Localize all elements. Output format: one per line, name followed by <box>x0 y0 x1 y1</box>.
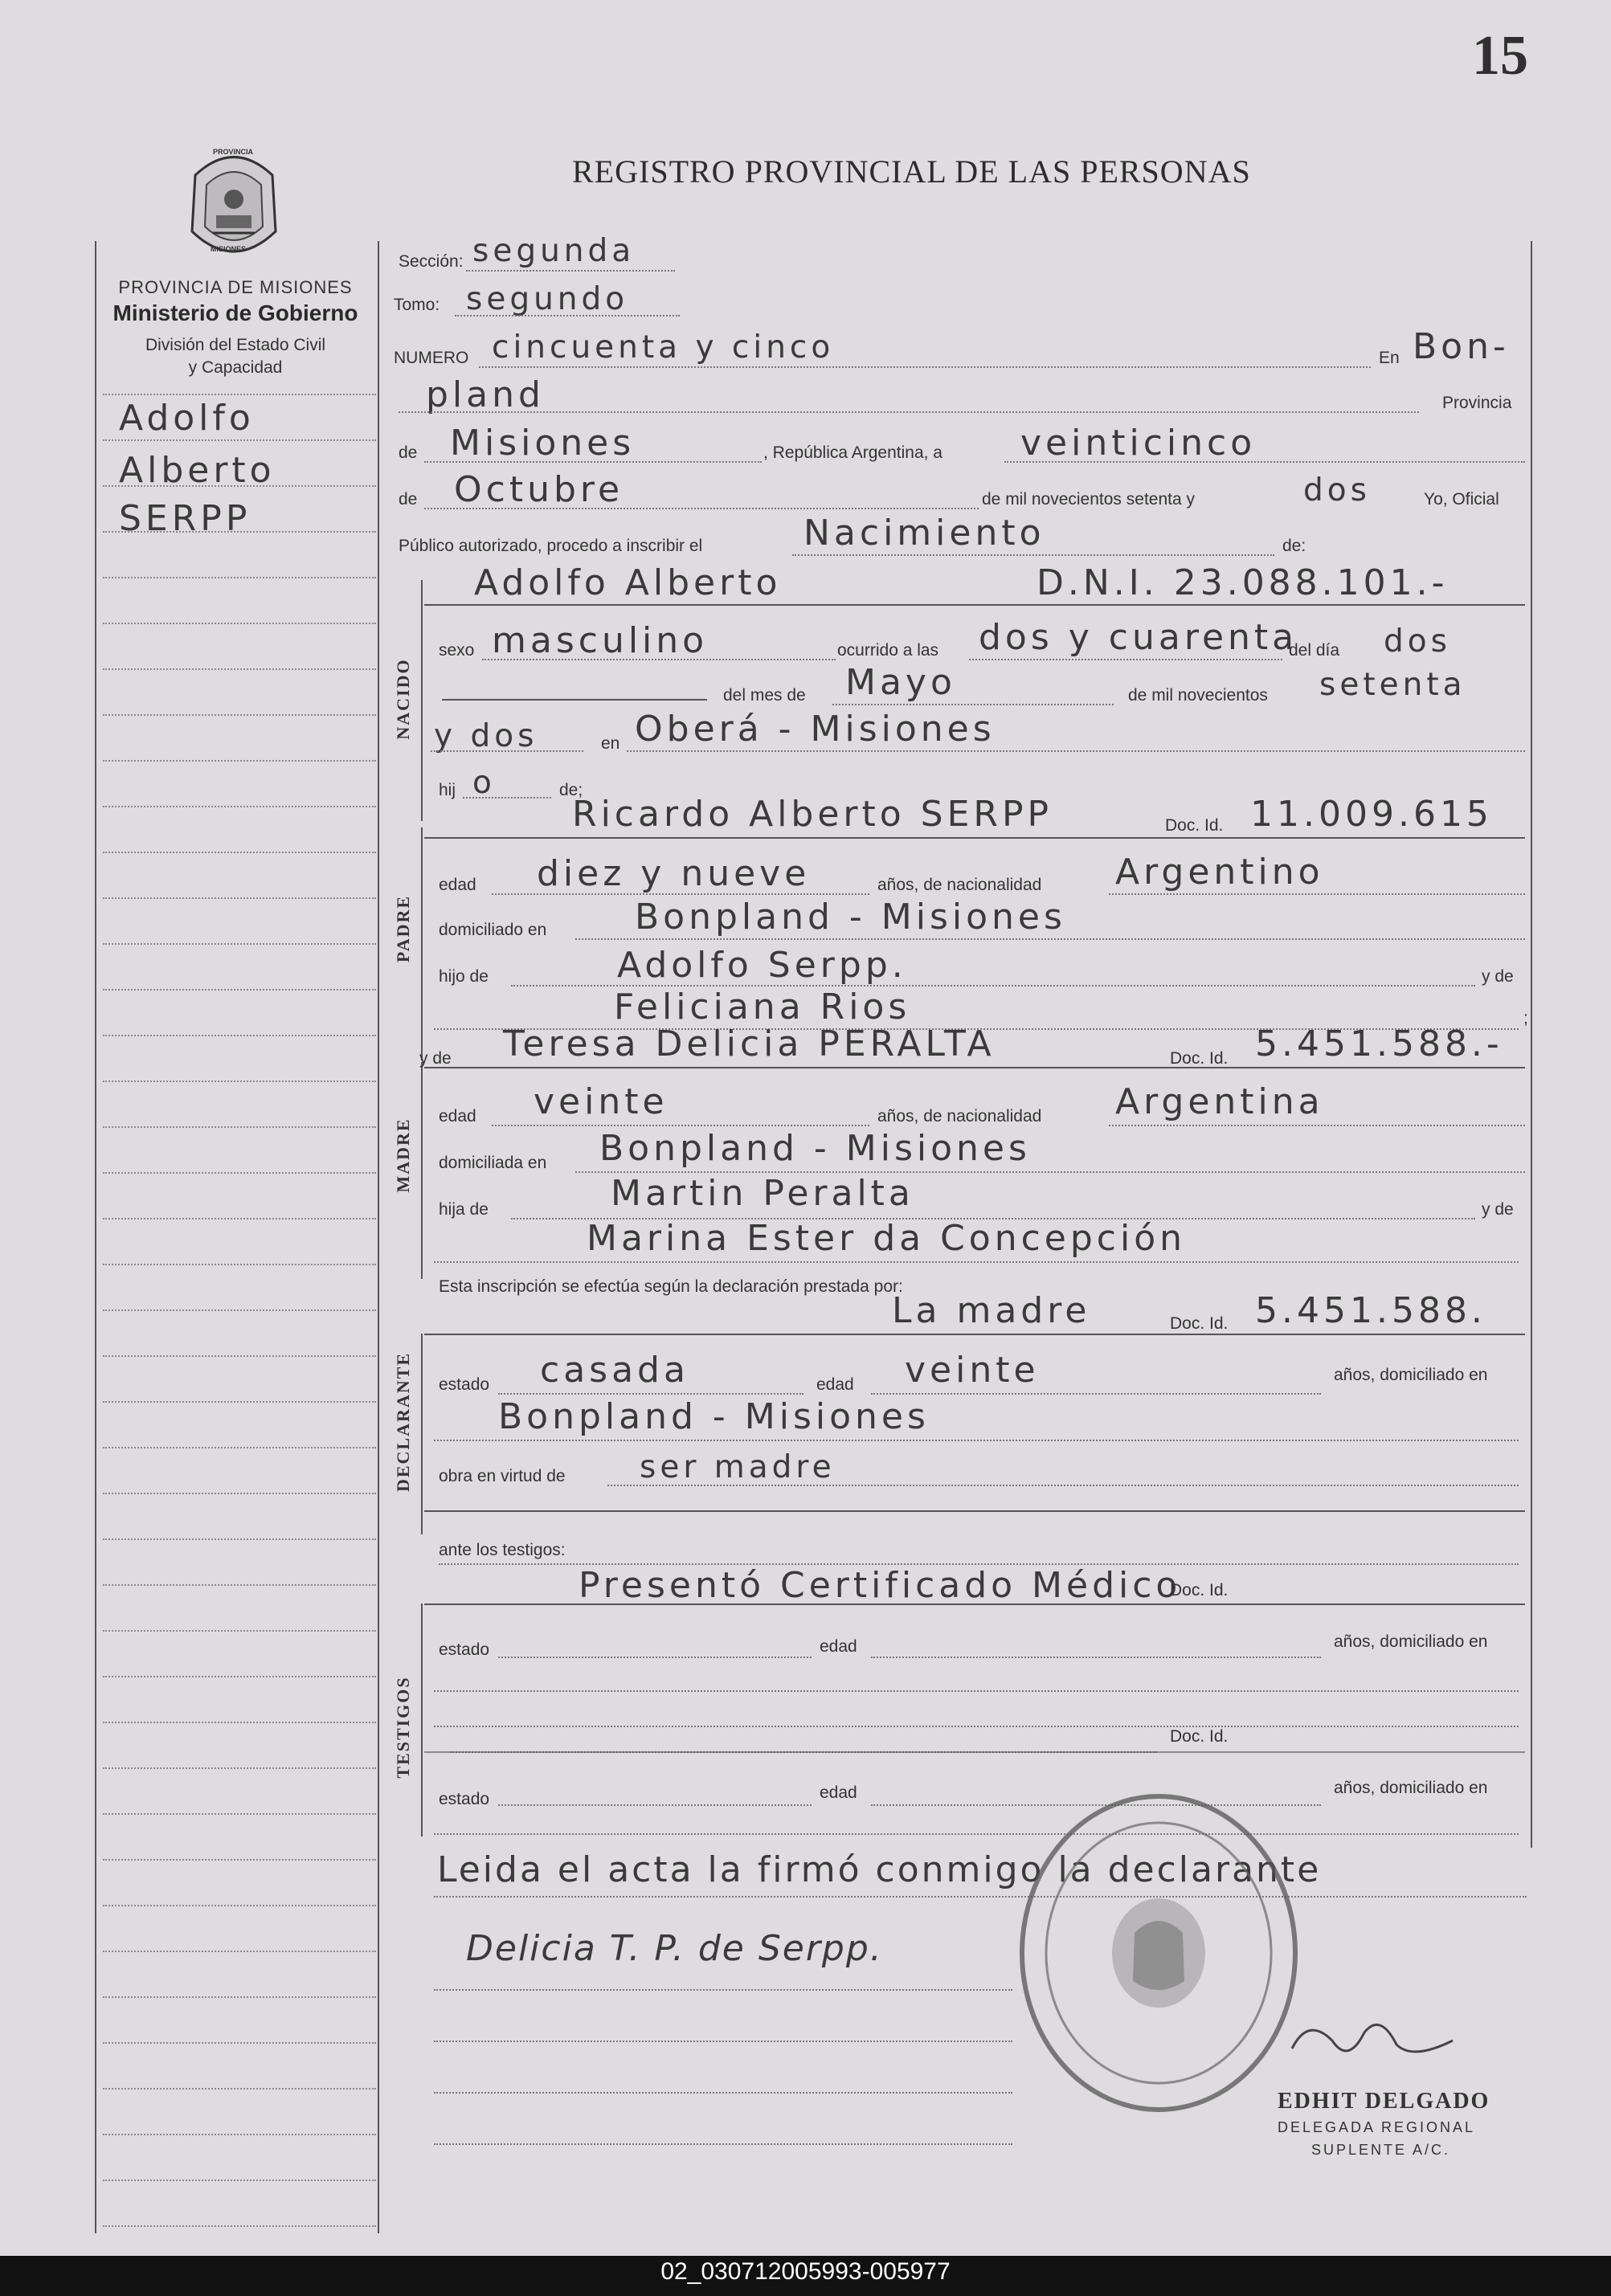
left-margin-line <box>103 668 376 670</box>
numero-label: NUMERO <box>394 349 469 367</box>
tomo-line <box>455 315 680 317</box>
provincia-value: Misiones <box>450 423 636 464</box>
declarante-edad-line <box>871 1393 1321 1395</box>
left-margin-line <box>103 989 376 991</box>
left-margin-line <box>103 2088 376 2090</box>
testigos-dom-line-2 <box>434 1833 1519 1835</box>
page-title: REGISTRO PROVINCIAL DE LAS PERSONAS <box>572 153 1251 190</box>
testigos-dom-line-1 <box>434 1690 1519 1692</box>
left-margin-line <box>103 943 376 945</box>
madre-dom-label: domiciliada en <box>439 1154 547 1172</box>
testigos-edad-label-2: edad <box>820 1783 857 1802</box>
declarante-doc-value: 5.451.588. <box>1255 1290 1486 1331</box>
ante-testigos-label: ante los testigos: <box>439 1541 566 1559</box>
padre-dom-label: domiciliado en <box>439 921 547 939</box>
declarante-name-line <box>424 1334 1525 1335</box>
left-margin-line <box>103 1447 376 1448</box>
left-margin-line <box>103 1264 376 1265</box>
left-margin-line <box>103 577 376 578</box>
left-margin-line <box>103 2180 376 2181</box>
left-margin-line <box>103 1538 376 1540</box>
left-margin-rule <box>95 241 96 2233</box>
hijo-line <box>463 797 551 799</box>
nacido-blank-line <box>442 699 707 701</box>
padre-dom-value: Bonpland - Misiones <box>635 897 1066 938</box>
testigos-doc-label-1: Doc. Id. <box>1170 1581 1229 1599</box>
nacido-anio-cont: y dos <box>434 718 538 754</box>
declarante-edad-value: veinte <box>905 1350 1040 1391</box>
left-margin-line <box>103 1767 376 1769</box>
seal-bottom-text: MISIONES <box>211 245 247 253</box>
nacido-name-line <box>424 604 1525 606</box>
seccion-label: Sección: <box>399 252 464 271</box>
left-margin-line <box>103 439 376 441</box>
margin-middle-name: Alberto <box>119 450 276 491</box>
left-margin-line <box>103 1630 376 1632</box>
margin-first-name: Adolfo <box>119 398 255 439</box>
padre-yde-label: y de <box>1482 967 1514 986</box>
left-margin-line <box>103 531 376 533</box>
testigos-dom-label-1: años, domiciliado en <box>1334 1632 1488 1651</box>
left-margin-line <box>103 1309 376 1311</box>
madre-padre-de: Martin Peralta <box>611 1173 914 1214</box>
declarante-estado-value: casada <box>540 1350 689 1391</box>
acto-line <box>792 554 1274 556</box>
ministry-name: Ministerio de Gobierno <box>112 300 358 325</box>
madre-nac-label: años, de nacionalidad <box>877 1107 1042 1126</box>
padre-nac-line <box>1109 893 1525 895</box>
testigos-edad-line-1 <box>871 1657 1321 1658</box>
closing-line-1 <box>434 1896 1527 1898</box>
declarante-obra-label: obra en virtud de <box>439 1467 566 1485</box>
hijo-de-label: de; <box>559 781 583 799</box>
closing-line-5 <box>434 2143 1012 2145</box>
declarante-quien: La madre <box>892 1290 1091 1331</box>
madre-yde2-label: y de <box>1482 1200 1514 1219</box>
left-margin-line <box>103 1493 376 1494</box>
del-mes-label: del mes de <box>723 686 806 705</box>
madre-doc-label: Doc. Id. <box>1170 1049 1229 1068</box>
official-role-2: SUPLENTE A/C. <box>1311 2142 1451 2158</box>
hijo-value: o <box>472 765 496 801</box>
nacido-dni: D.N.I. 23.088.101.- <box>1037 562 1449 603</box>
left-margin-line <box>103 2225 376 2227</box>
madre-name-line <box>424 1067 1525 1068</box>
del-dia-label: del día <box>1289 641 1340 660</box>
left-margin-line <box>103 1996 376 1998</box>
nacido-mes-value: Mayo <box>845 662 956 703</box>
mes-value: Octubre <box>454 469 624 510</box>
division-line2: y Capacidad <box>188 358 283 377</box>
nacido-lugar-value: Oberá - Misiones <box>635 709 996 750</box>
left-margin-line <box>103 1081 376 1082</box>
testigos-estado-line-2 <box>498 1804 812 1806</box>
left-margin-line <box>103 1035 376 1036</box>
tomo-value: segundo <box>466 281 629 317</box>
closing-line-3 <box>434 2041 1012 2042</box>
left-margin-line <box>103 623 376 624</box>
testigos-estado-label-1: estado <box>439 1640 490 1659</box>
left-margin-line <box>103 1905 376 1906</box>
ocurrido-label: ocurrido a las <box>837 641 939 660</box>
publico-label: Público autorizado, procedo a inscribir el <box>399 537 703 555</box>
de-label-3: de: <box>1282 537 1306 555</box>
sexo-label: sexo <box>439 641 475 660</box>
hijo-label: hij <box>439 781 456 799</box>
left-margin-line <box>103 852 376 853</box>
provincia-label: Provincia <box>1442 394 1512 412</box>
declarante-estado-label: estado <box>439 1375 490 1394</box>
declarante-obra-value: ser madre <box>640 1449 836 1485</box>
testigos-edad-label-1: edad <box>820 1637 857 1656</box>
left-margin-line <box>103 1813 376 1815</box>
left-margin-line <box>103 806 376 807</box>
hora-line <box>969 659 1282 660</box>
oficial-label: Yo, Oficial <box>1424 490 1499 509</box>
nacido-lugar-line <box>627 750 1525 752</box>
hora-value: dos y cuarenta <box>979 617 1298 658</box>
mes-line <box>424 508 979 509</box>
padre-name-line <box>424 837 1525 839</box>
numero-value: cincuenta y cinco <box>492 329 835 366</box>
de-label-2: de <box>399 490 418 509</box>
padre-edad-label: edad <box>439 876 476 894</box>
testigos-estado-label-2: estado <box>439 1790 490 1808</box>
padre-doc-value: 11.009.615 <box>1250 794 1493 835</box>
division-line1: División del Estado Civil <box>145 336 326 354</box>
acto-value: Nacimiento <box>803 513 1045 554</box>
declarante-estado-line <box>498 1393 803 1395</box>
margin-surname: SERPP <box>119 498 251 539</box>
declarante-dom-value: Bonpland - Misiones <box>498 1396 930 1437</box>
declarante-obra-line <box>607 1485 1519 1486</box>
dia-value: veinticinco <box>1020 423 1257 464</box>
testigos-blank-line-1 <box>434 1726 1519 1727</box>
left-column-rule <box>378 241 379 2233</box>
place-line <box>399 411 1419 413</box>
left-margin-line <box>103 1676 376 1677</box>
madre-nac-line <box>1109 1125 1525 1126</box>
declarante-dom-line <box>434 1440 1519 1441</box>
closing-line-2 <box>434 1989 1012 1991</box>
nacido-mes-line <box>832 704 1114 705</box>
padre-nac-value: Argentino <box>1115 852 1324 893</box>
madre-hija-label: hija de <box>439 1200 489 1219</box>
padre-madre-de: Feliciana Rios <box>614 987 911 1027</box>
declarante-intro: Esta inscripción se efectúa según la declaración prestada por: <box>439 1277 903 1296</box>
declarante-section-label: DECLARANTE <box>393 1351 413 1493</box>
madre-name: Teresa Delicia PERALTA <box>503 1023 996 1064</box>
declarante-end-line <box>424 1510 1525 1512</box>
testigos-name-line-1 <box>424 1604 1525 1605</box>
left-margin-line <box>103 1218 376 1219</box>
left-margin-line <box>103 2042 376 2044</box>
seal-top-text: PROVINCIA <box>213 148 254 156</box>
madre-nac-value: Argentina <box>1115 1081 1324 1122</box>
de-label-1: de <box>399 443 418 462</box>
closing-text: Leida el acta la firmó conmigo la declarante <box>437 1849 1322 1890</box>
declarante-doc-label: Doc. Id. <box>1170 1314 1229 1333</box>
numero-line <box>479 366 1371 368</box>
madre-madre-line <box>434 1261 1519 1263</box>
nacido-anio-cont-line <box>431 750 583 752</box>
nacido-anio-value: setenta <box>1319 667 1466 703</box>
madre-edad-value: veinte <box>534 1081 669 1122</box>
madre-dom-value: Bonpland - Misiones <box>599 1128 1031 1169</box>
madre-yde-label: y de <box>419 1049 452 1068</box>
declarante-dom-label: años, domiciliado en <box>1334 1366 1488 1384</box>
nacido-name: Adolfo Alberto <box>474 562 782 603</box>
left-margin-line <box>103 1951 376 1952</box>
left-margin-line <box>103 1355 376 1357</box>
footer-id: 02_030712005993-005977 <box>660 2258 951 2285</box>
left-margin-line <box>103 2134 376 2135</box>
provincia-line <box>424 461 762 463</box>
seccion-line <box>466 270 675 272</box>
padre-name: Ricardo Alberto SERPP <box>572 794 1053 835</box>
testigos-doc-label-2: Doc. Id. <box>1170 1727 1229 1746</box>
padre-semicolon: ; <box>1523 1009 1528 1027</box>
madre-edad-label: edad <box>439 1107 476 1126</box>
en-label: En <box>1379 349 1400 367</box>
place-continuation: pland <box>426 374 545 415</box>
left-margin-line <box>103 1126 376 1128</box>
province-name: PROVINCIA DE MISIONES <box>118 277 353 297</box>
nacido-dia-value: dos <box>1384 623 1451 660</box>
padre-hijo-label: hijo de <box>439 967 489 986</box>
padre-dom-line <box>575 938 1525 940</box>
testigos-estado-line-1 <box>498 1657 812 1658</box>
dia-line <box>1004 461 1525 463</box>
sexo-line <box>482 659 836 660</box>
anio-value: dos <box>1303 472 1371 509</box>
declarante-signature: Delicia T. P. de Serpp. <box>466 1928 883 1969</box>
padre-section-label: PADRE <box>393 894 413 963</box>
nacido-section-label: NACIDO <box>393 658 413 740</box>
padre-edad-value: diez y nueve <box>537 853 811 894</box>
sexo-value: masculino <box>492 620 709 661</box>
page-number: 15 <box>1472 25 1528 87</box>
left-margin-line <box>103 1584 376 1586</box>
en-value: Bon- <box>1413 326 1510 367</box>
official-signature-icon <box>1284 2008 1461 2073</box>
left-margin-line <box>103 714 376 716</box>
official-role-1: DELEGADA REGIONAL <box>1278 2119 1476 2135</box>
mil-label: de mil novecientos setenta y <box>982 490 1195 509</box>
madre-madre-de: Marina Ester da Concepción <box>587 1218 1187 1259</box>
madre-section-label: MADRE <box>393 1117 413 1193</box>
left-margin-line <box>103 1172 376 1174</box>
madre-edad-line <box>492 1125 869 1126</box>
declarante-edad-label: edad <box>816 1375 854 1394</box>
padre-padre-de: Adolfo Serpp. <box>617 945 907 986</box>
testigos-nota: Presentó Certificado Médico <box>579 1565 1182 1606</box>
republica-label: , República Argentina, a <box>763 443 942 462</box>
right-form-rule <box>1531 241 1532 1848</box>
closing-line-4 <box>434 2092 1012 2094</box>
left-margin-line <box>103 1859 376 1861</box>
testigos-section-label: TESTIGOS <box>393 1676 413 1779</box>
testigos-dom-label-2: años, domiciliado en <box>1334 1779 1488 1797</box>
tomo-label: Tomo: <box>394 296 440 314</box>
padre-nac-label: años, de nacionalidad <box>877 876 1042 894</box>
left-margin-line <box>103 760 376 762</box>
left-margin-line <box>103 485 376 487</box>
left-margin-line <box>103 897 376 899</box>
madre-doc-value: 5.451.588.- <box>1255 1023 1503 1064</box>
left-margin-line <box>103 1401 376 1403</box>
padre-edad-line <box>492 893 869 895</box>
official-stamp-icon <box>1014 1788 1303 2118</box>
nacido-en-label: en <box>601 734 620 753</box>
padre-doc-label: Doc. Id. <box>1165 816 1224 835</box>
official-name: EDHIT DELGADO <box>1278 2089 1490 2114</box>
seccion-value: segunda <box>472 233 636 269</box>
left-margin-line <box>103 394 376 395</box>
left-margin-line <box>103 1722 376 1723</box>
testigos-name-line-2 <box>424 1751 1525 1753</box>
nacido-mil-label: de mil novecientos <box>1128 686 1268 705</box>
